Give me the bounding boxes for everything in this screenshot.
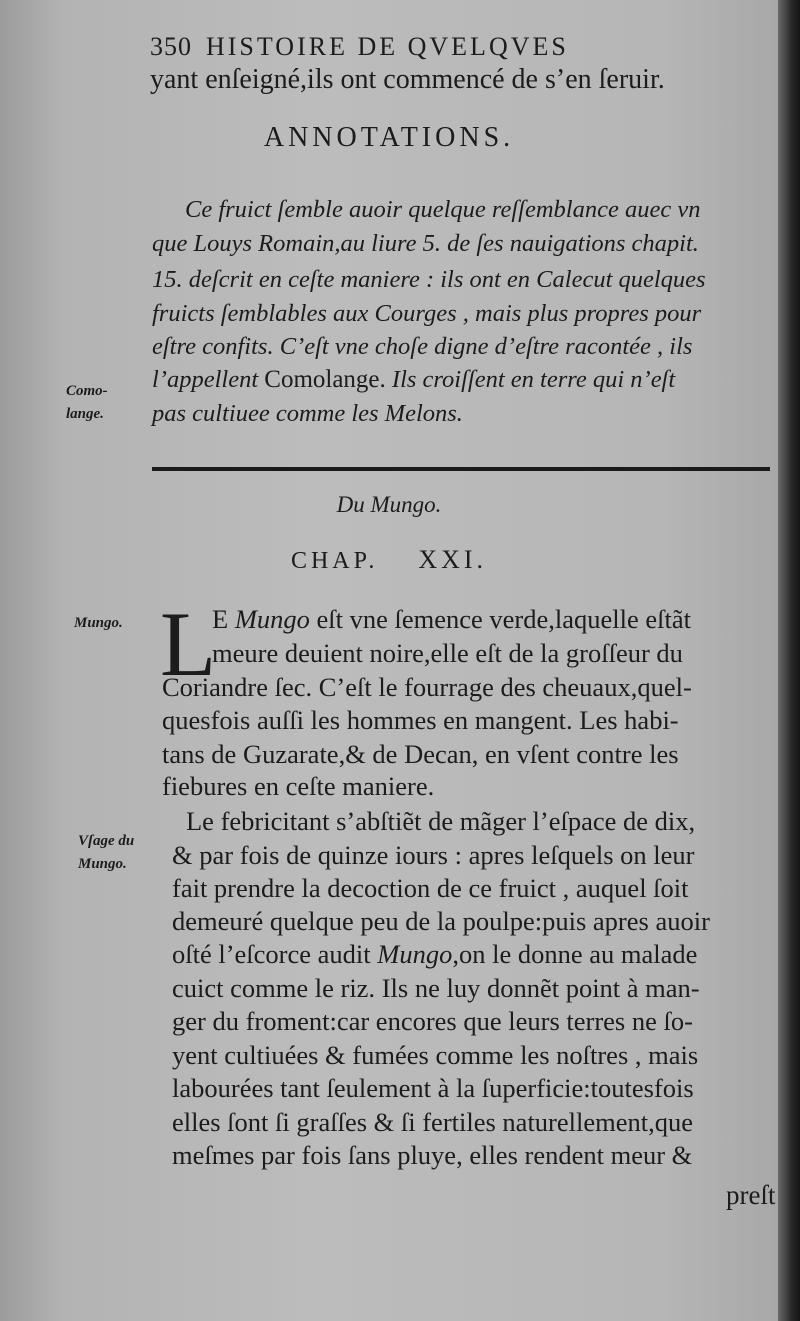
margin-note-text: Vſage du [78,833,135,849]
section-divider [152,467,770,471]
annotation-text: Ils croiſſent en terre qui n’eſt [385,366,676,393]
chapter-label: CHAP. [290,548,379,574]
margin-note-text: Mungo. [78,856,127,872]
chapter-number: XXI. [418,545,488,574]
catchword: preſt [726,1180,776,1210]
body-line: tans de Guzarate,& de Decan, en vſent contre les [162,739,679,769]
margin-note-mungo: Mungo. [74,615,123,631]
chapter-heading [0,545,778,575]
mungo-word: Mungo [377,939,453,969]
body-line [172,939,784,970]
continuation-line: yant enſeigné,ils ont commencé de s’en ſeruir. [150,64,665,95]
margin-note-comolange [66,380,108,426]
comolange-word: Comolange. [264,366,386,393]
annotation-line: eſtre confits. C’eſt vne choſe digne d’eſtre racontée , ils [152,333,693,360]
body-line: meſmes par fois ſans pluye, elles rendent meur & [172,1140,693,1170]
margin-note-usage [78,830,134,876]
body-line: Le febricitant s’abſtiẽt de mãger l’eſpace de dix, [186,806,696,836]
body-line: Coriandre ſec. C’eſt le fourrage des cheuaux,quel- [162,672,692,702]
drop-cap: L [160,593,217,695]
chapter-subtitle: Du Mungo. [336,492,442,517]
margin-note-text: Como- [66,383,108,399]
annotation-line [152,366,772,394]
annotation-line: 15. deſcrit en ceſte maniere : ils ont en Calecut quelques [152,266,706,293]
annotations-heading: ANNOTATIONS. [263,122,515,153]
annotation-line: Ce fruict ſemble auoir quelque reſſemblance auec vn [185,196,701,223]
annotation-text: l’appellent [152,366,265,393]
margin-note-text: lange. [66,406,104,422]
body-line: cuict comme le riz. Ils ne luy donnẽt point à man- [172,973,700,1003]
body-line: meure deuient noire,elle eſt de la groſſeur du [212,638,683,668]
body-line: labourées tant ſeulement à la ſuperficie:toutesfois [172,1073,694,1103]
page-number: 350 [150,32,192,61]
body-line: fiebures en ceſte maniere. [162,771,435,801]
body-line: yent cultiuées & fumées comme les noſtres , mais [172,1040,699,1070]
body-line: quesfois auſſi les hommes en mangent. Les habi- [162,705,679,735]
body-text: ,on le donne au malade [452,939,698,969]
body-line [212,604,800,635]
body-text: eſt vne ſemence verde,laquelle eſtãt [309,604,691,634]
annotation-line: pas cultiuee comme les Melons. [152,400,463,427]
body-text: oſté l’eſcorce audit [172,939,378,969]
body-line: elles ſont ſi graſſes & ſi fertiles naturellement,que [172,1107,694,1137]
page-edge-shadow [778,0,800,1321]
body-line: fait prendre la decoction de ce fruict , auquel ſoit [172,873,689,903]
body-line: ger du froment:car encores que leurs terres ne ſo- [172,1006,693,1036]
body-line: demeuré quelque peu de la poulpe:puis apres auoir [172,906,710,936]
body-line: & par fois de quinze iours : apres leſquels on leur [172,840,695,870]
mungo-word: Mungo [234,604,310,634]
body-text: E [212,604,235,634]
annotation-line: fruicts ſemblables aux Courges , mais plus propres pour [152,300,702,327]
running-title: HISTOIRE DE QVELQVES [206,32,569,61]
annotation-line: que Louys Romain,au liure 5. de ſes nauigations chapit. [152,230,699,257]
running-header [150,32,569,62]
